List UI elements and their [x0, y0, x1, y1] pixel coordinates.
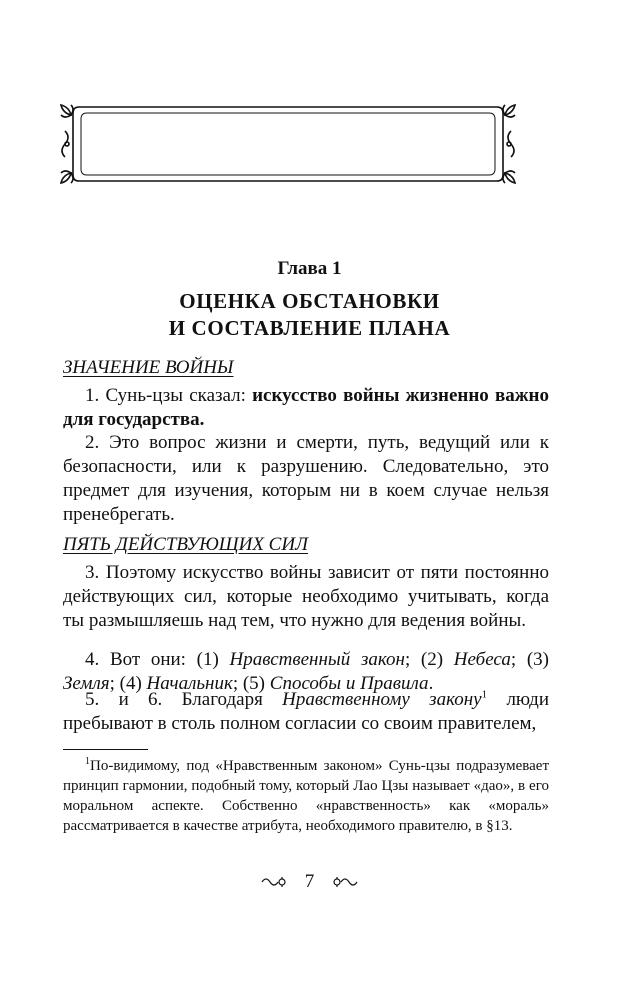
- p4-text-d: ; (4): [109, 673, 147, 694]
- chapter-label: Глава 1: [277, 258, 342, 279]
- paragraph-2: 2. Это вопрос жизни и смерти, путь, ведущий или к безопасности, или к разрушению. Следовательно, это предмет для изучения, которым ни в коем случае нельзя пренебрегать.: [63, 432, 549, 525]
- decorative-header-frame: [57, 101, 519, 187]
- p4-text-e: ; (5): [232, 673, 270, 694]
- footnote-marker: 1: [85, 756, 90, 767]
- right-flourish-icon: [331, 875, 359, 889]
- p4-text-a: 4. Вот они: (1): [85, 649, 230, 670]
- chapter-title-line-1: ОЦЕНКА ОБСТАНОВКИ: [179, 289, 440, 313]
- p5-text-a: 5. и 6. Благодаря: [85, 689, 283, 710]
- p4-italic-moral-law: Нравственный закон: [229, 649, 405, 670]
- paragraph-3: 3. Поэтому искусство войны зависит от пяти постоянно действующих сил, которые необходимо учитывать, когда ты размышляешь над тем, что нужно для ведения войны.: [63, 562, 549, 631]
- p5-text-b: люди пребывают в столь полном согласии со своим правителем,: [63, 689, 549, 734]
- page-footer: [0, 870, 619, 893]
- footnote-divider: [63, 749, 148, 750]
- p4-italic-commander: Начальник: [146, 673, 233, 694]
- ornamental-border-graphic: [57, 101, 519, 187]
- page-number: 7: [304, 870, 315, 892]
- paragraph-5-6: [63, 688, 549, 736]
- chapter-title: [0, 288, 619, 342]
- p4-italic-earth: Земля: [63, 673, 110, 694]
- footnote-text: По-видимому, под «Нравственным законом» Сунь-цзы подразумевает принцип гармонии, подобный тому, который Лао Цзы называет «дао», в его моральном аспекте. Собственно «нравственность» как «мораль» рассматривается в качестве атрибута, необходимого правителю, в §13.: [63, 758, 549, 834]
- left-flourish-icon: [260, 875, 288, 889]
- paragraph-1-text: 1. Сунь-цзы сказал:: [85, 385, 253, 406]
- footnote-reference: 1: [481, 688, 488, 701]
- p4-text-c: ; (3): [510, 649, 549, 670]
- paragraph-1: [63, 384, 549, 432]
- chapter-title-line-2: И СОСТАВЛЕНИЕ ПЛАНА: [168, 316, 451, 340]
- p4-text-b: ; (2): [404, 649, 454, 670]
- p4-text-f: .: [428, 673, 434, 694]
- paragraph-1-bold-text: искусство войны жизненно важно для государства.: [63, 385, 549, 430]
- footnote: [63, 756, 549, 836]
- section-heading-five-forces: ПЯТЬ ДЕЙСТВУЮЩИХ СИЛ: [63, 534, 308, 555]
- section-heading-war-importance: ЗНАЧЕНИЕ ВОЙНЫ: [63, 357, 234, 378]
- p5-italic-moral-law: Нравственному закону: [282, 689, 482, 710]
- p4-italic-methods: Способы и Правила: [269, 673, 429, 694]
- p4-italic-heaven: Небеса: [453, 649, 511, 670]
